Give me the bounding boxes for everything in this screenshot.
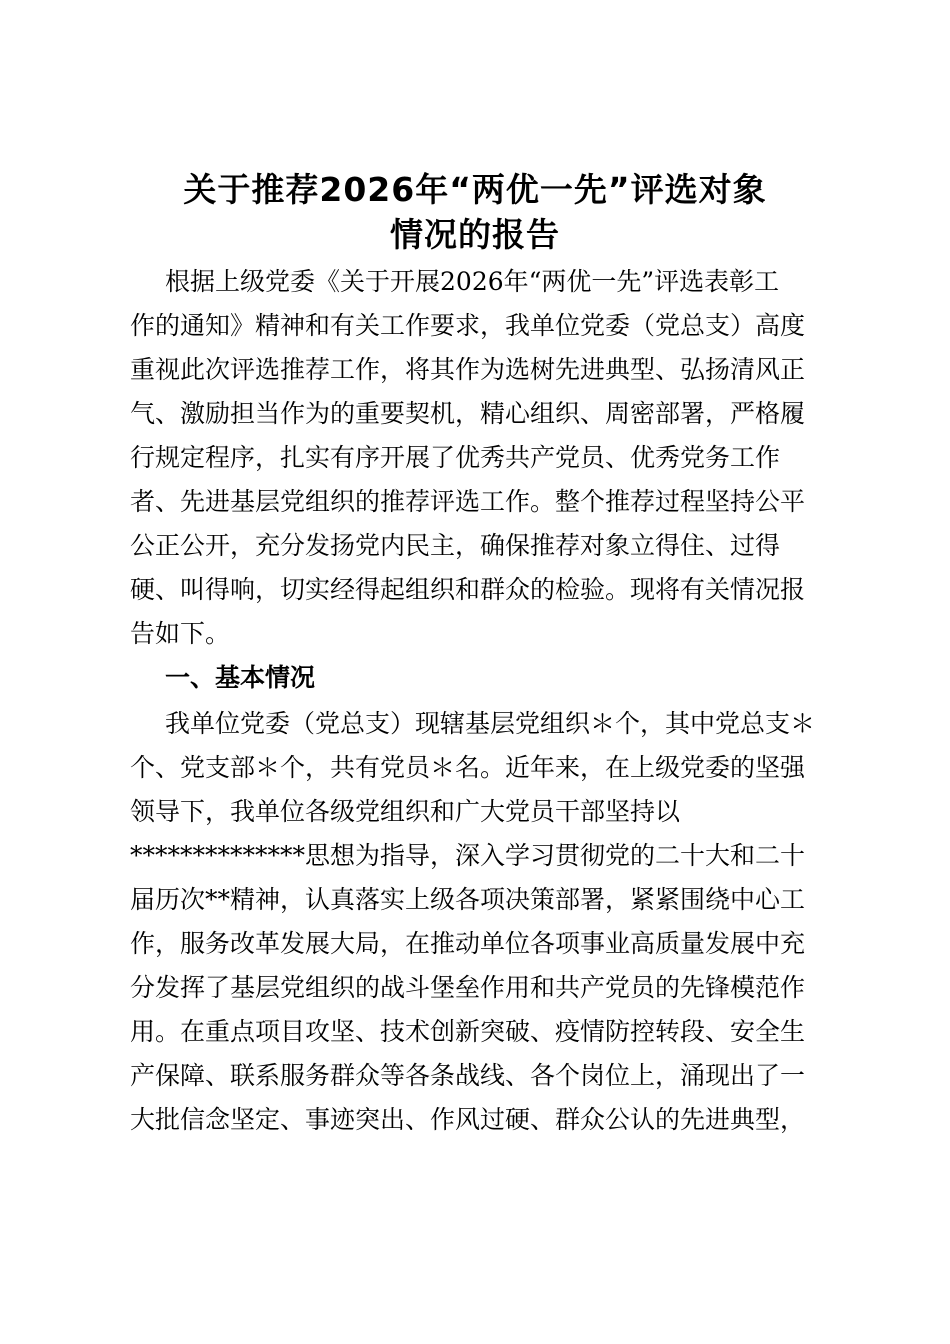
paragraph-2-line-6: 作，服务改革发展大局，在推动单位各项事业高质量发展中充 <box>130 929 806 958</box>
paragraph-2-line-5: 届历次**精神，认真落实上级各项决策部署，紧紧围绕中心工 <box>130 885 806 914</box>
paragraph-2-line-10: 大批信念坚定、事迹突出、作风过硬、群众公认的先进典型， <box>130 1105 806 1134</box>
paragraph-1-line-7: 公正公开，充分发扬党内民主，确保推荐对象立得住、过得 <box>130 531 781 560</box>
paragraph-1-line-5: 行规定程序，扎实有序开展了优秀共产党员、优秀党务工作 <box>130 443 781 472</box>
document-title-line-2: 情况的报告 <box>390 215 560 254</box>
paragraph-1-line-2: 作的通知》精神和有关工作要求，我单位党委（党总支）高度 <box>130 311 806 340</box>
paragraph-1-line-4: 气、激励担当作为的重要契机，精心组织、周密部署，严格履 <box>130 399 806 428</box>
paragraph-2-line-9: 产保障、联系服务群众等各条战线、各个岗位上，涌现出了一 <box>130 1061 806 1090</box>
paragraph-1-line-9: 告如下。 <box>130 619 231 648</box>
paragraph-2-line-3: 领导下，我单位各级党组织和广大党员干部坚持以 <box>130 797 681 826</box>
paragraph-1-line-3: 重视此次评选推荐工作，将其作为选树先进典型、弘扬清风正 <box>130 355 806 384</box>
paragraph-2-line-1: 我单位党委（党总支）现辖基层党组织＊个，其中党总支＊ <box>165 709 816 738</box>
document-title-line-1: 关于推荐2026年“两优一先”评选对象 <box>183 170 767 209</box>
paragraph-1-line-8: 硬、叫得响，切实经得起组织和群众的检验。现将有关情况报 <box>130 575 806 604</box>
section-heading: 一、基本情况 <box>165 663 316 692</box>
paragraph-1-line-1: 根据上级党委《关于开展2026年“两优一先”评选表彰工 <box>165 267 780 296</box>
paragraph-2-line-4: **************思想为指导，深入学习贯彻党的二十大和二十 <box>130 841 806 870</box>
paragraph-2-line-8: 用。在重点项目攻坚、技术创新突破、疫情防控转段、安全生 <box>130 1017 806 1046</box>
paragraph-1-line-6: 者、先进基层党组织的推荐评选工作。整个推荐过程坚持公平 <box>130 487 806 516</box>
paragraph-2-line-7: 分发挥了基层党组织的战斗堡垒作用和共产党员的先锋模范作 <box>130 973 806 1002</box>
paragraph-2-line-2: 个、党支部＊个，共有党员＊名。近年来，在上级党委的坚强 <box>130 753 806 782</box>
